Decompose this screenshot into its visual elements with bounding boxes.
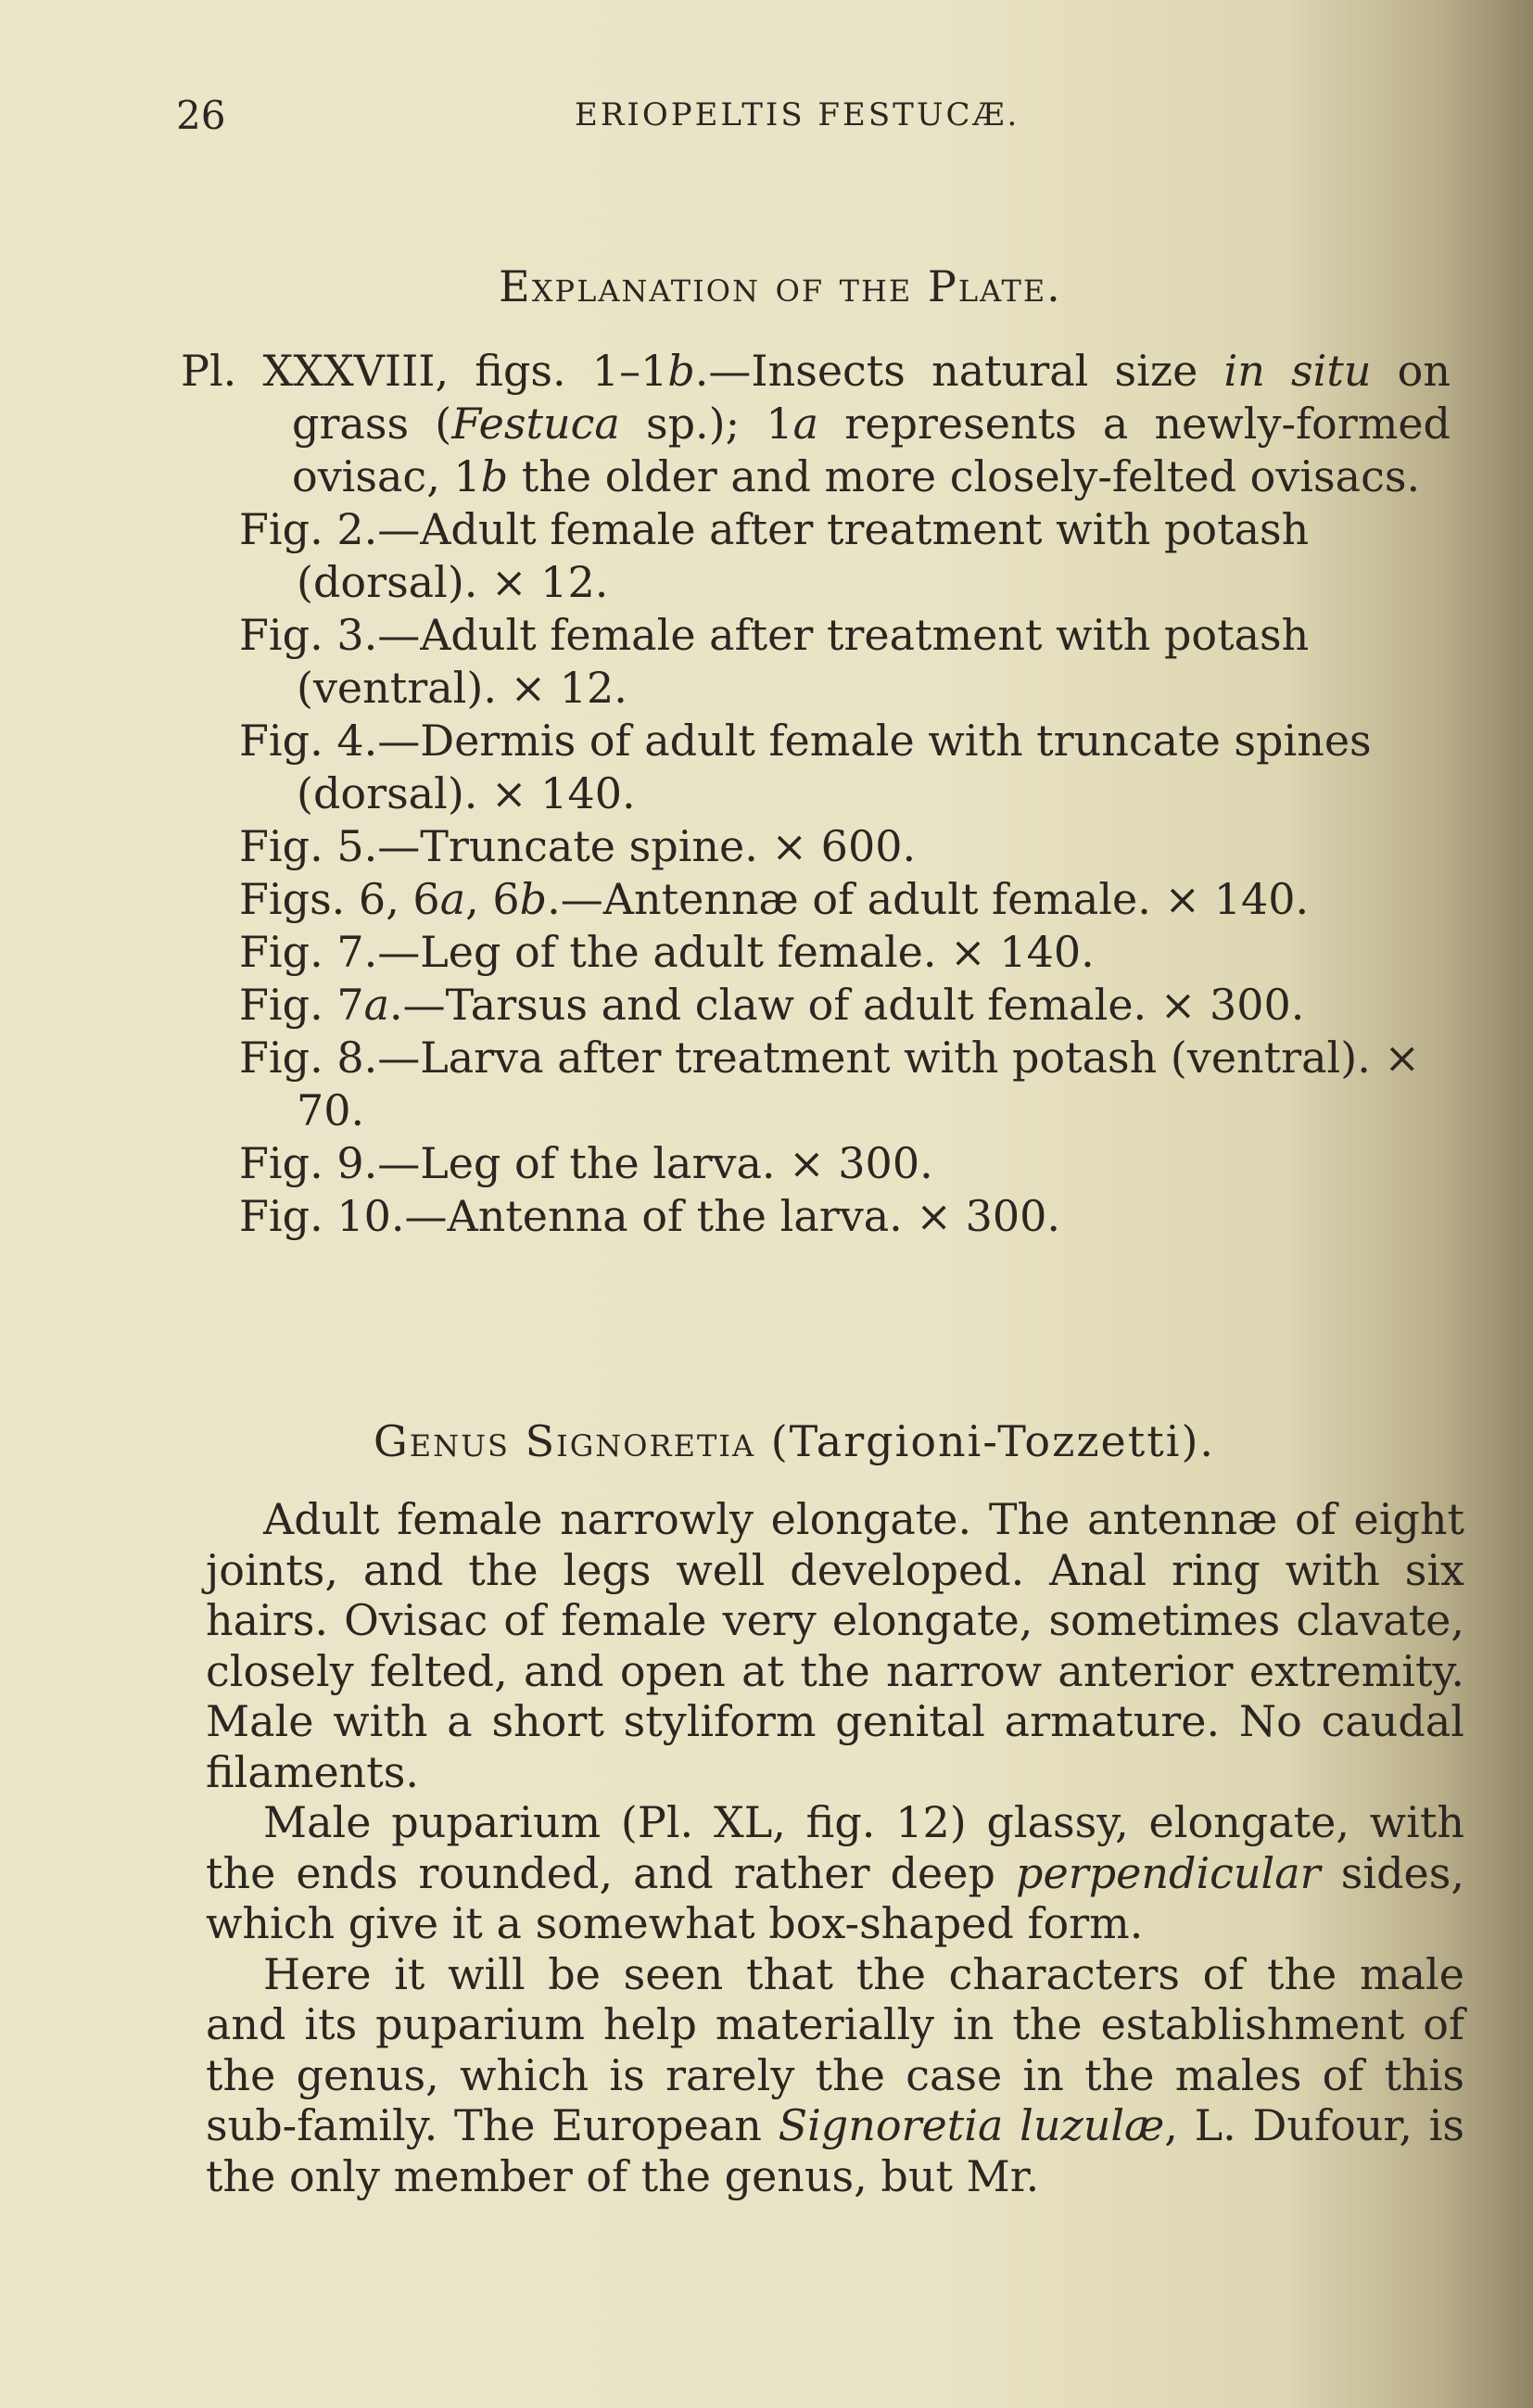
text-run: , L. Dufour, is the only member of the genus, but Mr. <box>206 2100 1464 2201</box>
text-run: , 6 <box>465 874 520 924</box>
text-run: .—Tarsus and claw of adult female. × 300. <box>389 980 1305 1030</box>
text-run: Here it will be seen that the characters of the male and its puparium help materially in the establishment of the genus, which is rarely the case in the males of this sub-family. The European <box>206 1948 1464 2150</box>
text-run: Fig. 7 <box>239 980 364 1030</box>
genus-heading <box>0 1416 1533 1466</box>
figure-entry: Fig. 5.—Truncate spine. × 600. <box>239 821 917 871</box>
italic-text: a <box>792 399 819 449</box>
figure-entry <box>181 979 1451 1032</box>
figure-entry: Fig. 9.—Leg of the larva. × 300. <box>239 1138 933 1188</box>
text-run: Male puparium (Pl. XL, fig. 12) glassy, elongate, with the ends rounded, and rather deep <box>206 1797 1464 1898</box>
genus-description <box>206 1494 1464 2201</box>
italic-text: b <box>480 451 509 501</box>
figure-entry: Fig. 4.—Dermis of adult female with truncate spines (dorsal). × 140. <box>239 716 1372 818</box>
paragraph: Adult female narrowly elongate. The antennæ of eight joints, and the legs well developed. Anal ring with six hairs. Ovisac of female very elongate, sometimes clavate, closely felted, and open at the narrow anterior extremity. Male with a short styliform genital armature. No caudal filaments. <box>206 1494 1464 1797</box>
text-run: .—Antennæ of adult female. × 140. <box>547 874 1310 924</box>
genus-heading-authority: (Targioni-Tozzetti). <box>755 1416 1216 1466</box>
italic-text: b <box>519 874 548 924</box>
text-run: the older and more closely-felted ovisacs. <box>508 451 1421 501</box>
text-run: sp.); 1 <box>619 399 793 449</box>
text-run: sides, which give it a somewhat box-shaped form. <box>206 1847 1464 1948</box>
figure-entry: Fig. 10.—Antenna of the larva. × 300. <box>239 1191 1060 1241</box>
plate-explanation-heading: Explanation of the Plate. <box>499 261 1062 311</box>
figure-entry: Fig. 7.—Leg of the adult female. × 140. <box>239 927 1095 977</box>
italic-text: a <box>363 980 390 1030</box>
italic-text: in situ <box>1223 346 1372 396</box>
italic-text: Signoretia luzulæ <box>778 2100 1165 2150</box>
figure-entry <box>181 873 1451 926</box>
running-head <box>176 93 1474 148</box>
text-run: Pl. XXXVIII, figs. 1–1 <box>181 346 668 396</box>
plate-intro-entry <box>181 345 1451 503</box>
figure-entry: Fig. 2.—Adult female after treatment with potash (dorsal). × 12. <box>239 504 1310 607</box>
figure-entry: Fig. 3.—Adult female after treatment with potash (ventral). × 12. <box>239 610 1310 713</box>
text-run: on grass ( <box>292 346 1451 449</box>
text-run: Figs. 6, 6 <box>239 874 440 924</box>
genus-heading-name: Genus Signoretia <box>373 1416 756 1466</box>
italic-text: Festuca <box>451 399 620 449</box>
plate-explanation <box>181 345 1451 1243</box>
italic-text: perpendicular <box>1016 1847 1321 1898</box>
italic-text: a <box>439 874 466 924</box>
italic-text: b <box>667 346 695 396</box>
figure-entry: Fig. 8.—Larva after treatment with potash (ventral). × 70. <box>239 1033 1421 1135</box>
paragraph <box>206 1797 1464 1949</box>
paragraph <box>206 1949 1464 2202</box>
running-title: ERIOPELTIS FESTUCÆ. <box>575 96 1020 133</box>
text-run: .—Insects natural size <box>694 346 1224 396</box>
text-run: represents a newly-formed ovisac, 1 <box>292 399 1451 501</box>
page-number: 26 <box>176 93 226 138</box>
